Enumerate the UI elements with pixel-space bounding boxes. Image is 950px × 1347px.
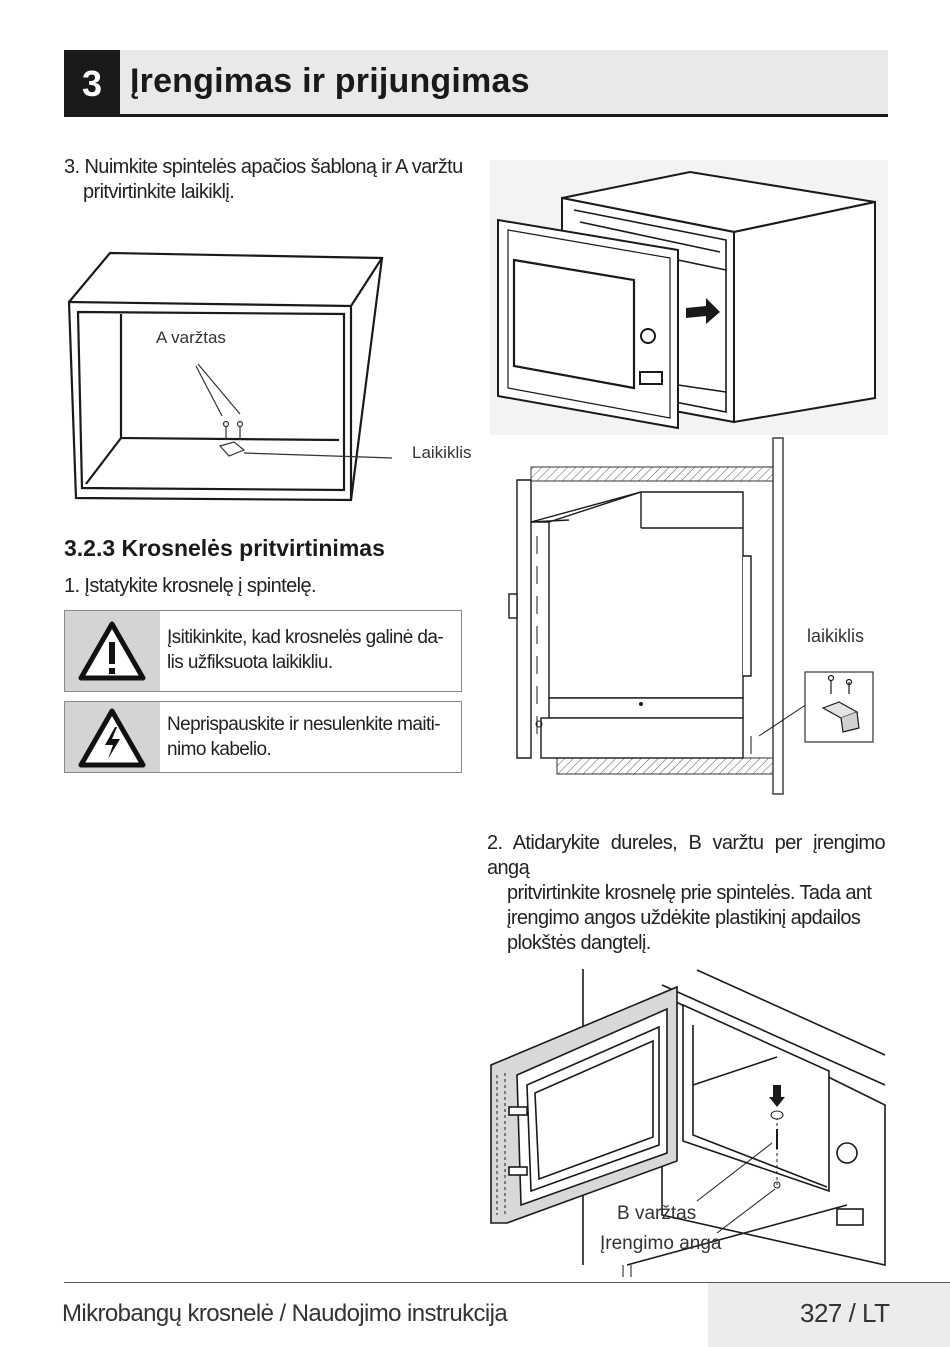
label-b-screw: B varžtas [617, 1203, 697, 1224]
step-2-line3: įrengimo angos uždėkite plastikinį apdailos [507, 907, 861, 929]
step-3-line1: Nuimkite spintelės apačios šabloną ir A varžtu [84, 156, 463, 178]
open-door-figure [487, 965, 887, 1279]
warning-text-line2: nimo kabelio. [167, 739, 272, 760]
step-2-line1: 2. Atidarykite dureles, B varžtu per įrengimo angą [487, 832, 885, 879]
warning-box [64, 701, 462, 773]
step-3-text [64, 155, 464, 205]
warning-box [64, 610, 462, 692]
warning-text-line1: Neprispauskite ir nesulenkite maiti- [167, 714, 441, 735]
side-section-figure [505, 436, 885, 800]
cabinet-outline [69, 253, 382, 500]
chapter-title: Įrengimas ir prijungimas [130, 62, 530, 100]
oven-insertion-figure [490, 160, 888, 435]
warning-text-line2: lis užfiksuota laikikliu. [167, 652, 333, 673]
warning-exclamation-icon [77, 620, 147, 682]
cabinet-figure [64, 250, 472, 510]
step-1-text: 1. Įstatykite krosnelę į spintelę. [64, 575, 316, 597]
section-title: 3.2.3 Krosnelės pritvirtinimas [64, 535, 385, 561]
footer-document-title: Mikrobangų krosnelė / Naudojimo instrukcija [62, 1300, 508, 1327]
warning-icon-box [65, 611, 160, 691]
label-a-screw: A varžtas [156, 328, 226, 347]
step-2-text [487, 831, 885, 956]
step-3-line2: pritvirtinkite laikiklį. [83, 181, 235, 203]
step-3-number: 3. [64, 156, 80, 178]
warning-text [167, 625, 455, 675]
warning-text [167, 712, 455, 762]
label-bracket: Laikiklis [412, 443, 472, 462]
warning-text-line1: Įsitikinkite, kad krosnelės galinė da- [167, 627, 444, 648]
step-2-line4: plokštės dangtelį. [507, 932, 651, 954]
label-bracket-side: laikiklis [807, 626, 865, 646]
chapter-number: 3 [64, 50, 120, 117]
label-installation-hole: Įrengimo anga [600, 1233, 722, 1254]
warning-electric-icon [77, 707, 147, 769]
warning-icon-box [65, 702, 160, 772]
footer-page-number: 327 / LT [800, 1298, 890, 1328]
step-2-line2: pritvirtinkite krosnelę prie spintelės. Tada ant [507, 882, 872, 904]
